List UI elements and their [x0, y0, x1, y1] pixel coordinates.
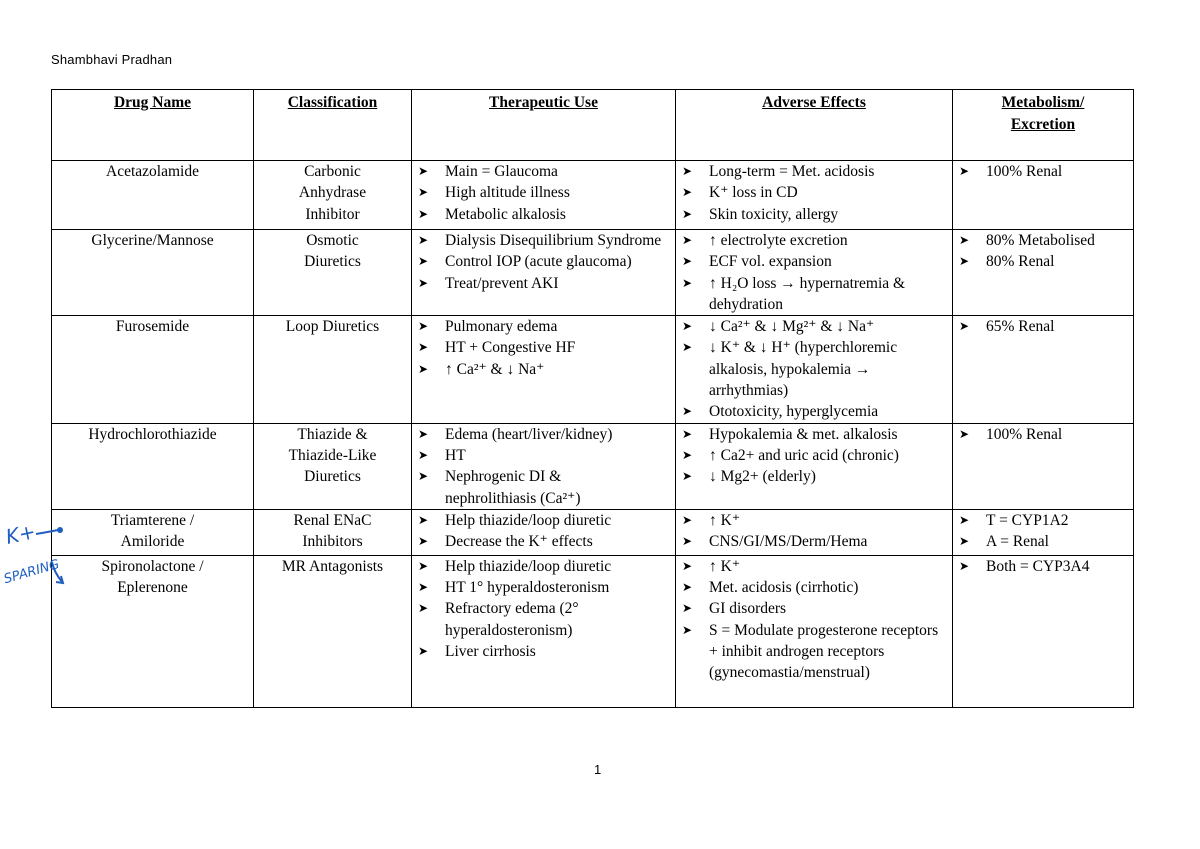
- list-item: ➤ GI disorders: [682, 598, 946, 619]
- list-item: ➤ Main = Glaucoma: [418, 161, 669, 182]
- drug-name: Triamterene / Amiloride: [52, 509, 254, 555]
- list-item: ➤ 80% Renal: [959, 251, 1127, 272]
- therapeutic-use-cell: [412, 316, 676, 423]
- list-item: ➤ High altitude illness: [418, 182, 669, 203]
- list-item: ➤ Met. acidosis (cirrhotic): [682, 577, 946, 598]
- table-row: [52, 316, 1134, 423]
- list-item: ➤ A = Renal: [959, 531, 1127, 552]
- list-item: ➤ Help thiazide/loop diuretic: [418, 510, 669, 531]
- table-row: [52, 161, 1134, 230]
- adverse-effects-cell: [676, 509, 953, 555]
- metabolism-cell: [953, 509, 1134, 555]
- metabolism-cell: [953, 316, 1134, 423]
- adverse-effects-cell: [676, 555, 953, 707]
- list-item: ➤ 100% Renal: [959, 424, 1127, 445]
- drug-classification: Renal ENaC Inhibitors: [254, 509, 412, 555]
- col-header-adverse-effects: Adverse Effects: [676, 90, 953, 161]
- list-item: ➤ HT: [418, 445, 669, 466]
- adverse-effects-cell: [676, 316, 953, 423]
- list-item: ➤ ↓ Mg2+ (elderly): [682, 466, 946, 487]
- list-item: ➤ ↑ K⁺: [682, 556, 946, 577]
- drug-classification: MR Antagonists: [254, 555, 412, 707]
- col-header-drug-name: Drug Name: [52, 90, 254, 161]
- list-item: ➤ Hypokalemia & met. alkalosis: [682, 424, 946, 445]
- therapeutic-use-cell: [412, 509, 676, 555]
- list-item: ➤ ↑ H₂O loss → hypernatremia & dehydration: [682, 273, 946, 316]
- col-header-therapeutic-use: Therapeutic Use: [412, 90, 676, 161]
- drug-table: [51, 89, 1134, 708]
- drug-name: Furosemide: [52, 316, 254, 423]
- list-item: ➤ 80% Metabolised: [959, 230, 1127, 251]
- drug-classification: Osmotic Diuretics: [254, 230, 412, 316]
- list-item: ➤ CNS/GI/MS/Derm/Hema: [682, 531, 946, 552]
- list-item: ➤ HT + Congestive HF: [418, 337, 669, 358]
- col-header-classification: Classification: [254, 90, 412, 161]
- table-row: [52, 509, 1134, 555]
- col-header-metabolism: Metabolism/ Excretion: [953, 90, 1134, 161]
- list-item: ➤ Pulmonary edema: [418, 316, 669, 337]
- list-item: ➤ Refractory edema (2° hyperaldosteronism): [418, 598, 669, 641]
- list-item: ➤ ECF vol. expansion: [682, 251, 946, 272]
- list-item: ➤ ↓ Ca²⁺ & ↓ Mg²⁺ & ↓ Na⁺: [682, 316, 946, 337]
- table-row: [52, 555, 1134, 707]
- author-name: Shambhavi Pradhan: [51, 52, 173, 67]
- metabolism-cell: [953, 555, 1134, 707]
- table-row: [52, 423, 1134, 509]
- adverse-effects-cell: [676, 161, 953, 230]
- list-item: ➤ 100% Renal: [959, 161, 1127, 182]
- list-item: ➤ ↑ K⁺: [682, 510, 946, 531]
- page-number: 1: [594, 762, 602, 777]
- list-item: ➤ K⁺ loss in CD: [682, 182, 946, 203]
- therapeutic-use-cell: [412, 230, 676, 316]
- drug-name: Spironolactone / Eplerenone: [52, 555, 254, 707]
- annotation-dot-icon: [57, 527, 63, 533]
- list-item: ➤ Ototoxicity, hyperglycemia: [682, 401, 946, 422]
- list-item: ➤ 65% Renal: [959, 316, 1127, 337]
- therapeutic-use-cell: [412, 555, 676, 707]
- list-item: ➤ Control IOP (acute glaucoma): [418, 251, 669, 272]
- drug-classification: Carbonic Anhydrase Inhibitor: [254, 161, 412, 230]
- drug-name: Acetazolamide: [52, 161, 254, 230]
- metabolism-cell: [953, 423, 1134, 509]
- annotation-line-icon: [36, 530, 58, 534]
- metabolism-cell: [953, 230, 1134, 316]
- list-item: ➤ Long-term = Met. acidosis: [682, 161, 946, 182]
- list-item: ➤ Treat/prevent AKI: [418, 273, 669, 294]
- adverse-effects-cell: [676, 423, 953, 509]
- adverse-effects-cell: [676, 230, 953, 316]
- metabolism-cell: [953, 161, 1134, 230]
- drug-name: Glycerine/Mannose: [52, 230, 254, 316]
- drug-classification: Thiazide & Thiazide-Like Diuretics: [254, 423, 412, 509]
- drug-classification: Loop Diuretics: [254, 316, 412, 423]
- list-item: ➤ Help thiazide/loop diuretic: [418, 556, 669, 577]
- header-row: [52, 90, 1134, 161]
- list-item: ➤ ↓ K⁺ & ↓ H⁺ (hyperchloremic alkalosis, hypokalemia → arrhythmias): [682, 337, 946, 401]
- list-item: ➤ T = CYP1A2: [959, 510, 1127, 531]
- therapeutic-use-cell: [412, 161, 676, 230]
- list-item: ➤ S = Modulate progesterone receptors + inhibit androgen receptors (gynecomastia/menstrual): [682, 620, 946, 684]
- list-item: ➤ Liver cirrhosis: [418, 641, 669, 662]
- list-item: ➤ Edema (heart/liver/kidney): [418, 424, 669, 445]
- list-item: ➤ ↑ Ca2+ and uric acid (chronic): [682, 445, 946, 466]
- annotation-sparing: SPARING: [2, 557, 62, 588]
- list-item: ➤ Dialysis Disequilibrium Syndrome: [418, 230, 669, 251]
- list-item: ➤ ↑ Ca²⁺ & ↓ Na⁺: [418, 359, 669, 380]
- table-row: [52, 230, 1134, 316]
- annotation-k-plus: K+: [3, 519, 38, 549]
- list-item: ➤ Metabolic alkalosis: [418, 204, 669, 225]
- therapeutic-use-cell: [412, 423, 676, 509]
- handwritten-annotation: [0, 512, 90, 592]
- list-item: ➤ HT 1° hyperaldosteronism: [418, 577, 669, 598]
- list-item: ➤ ↑ electrolyte excretion: [682, 230, 946, 251]
- drug-name: Hydrochlorothiazide: [52, 423, 254, 509]
- list-item: ➤ Nephrogenic DI & nephrolithiasis (Ca²⁺): [418, 466, 669, 509]
- list-item: ➤ Decrease the K⁺ effects: [418, 531, 669, 552]
- list-item: ➤ Skin toxicity, allergy: [682, 204, 946, 225]
- list-item: ➤ Both = CYP3A4: [959, 556, 1127, 577]
